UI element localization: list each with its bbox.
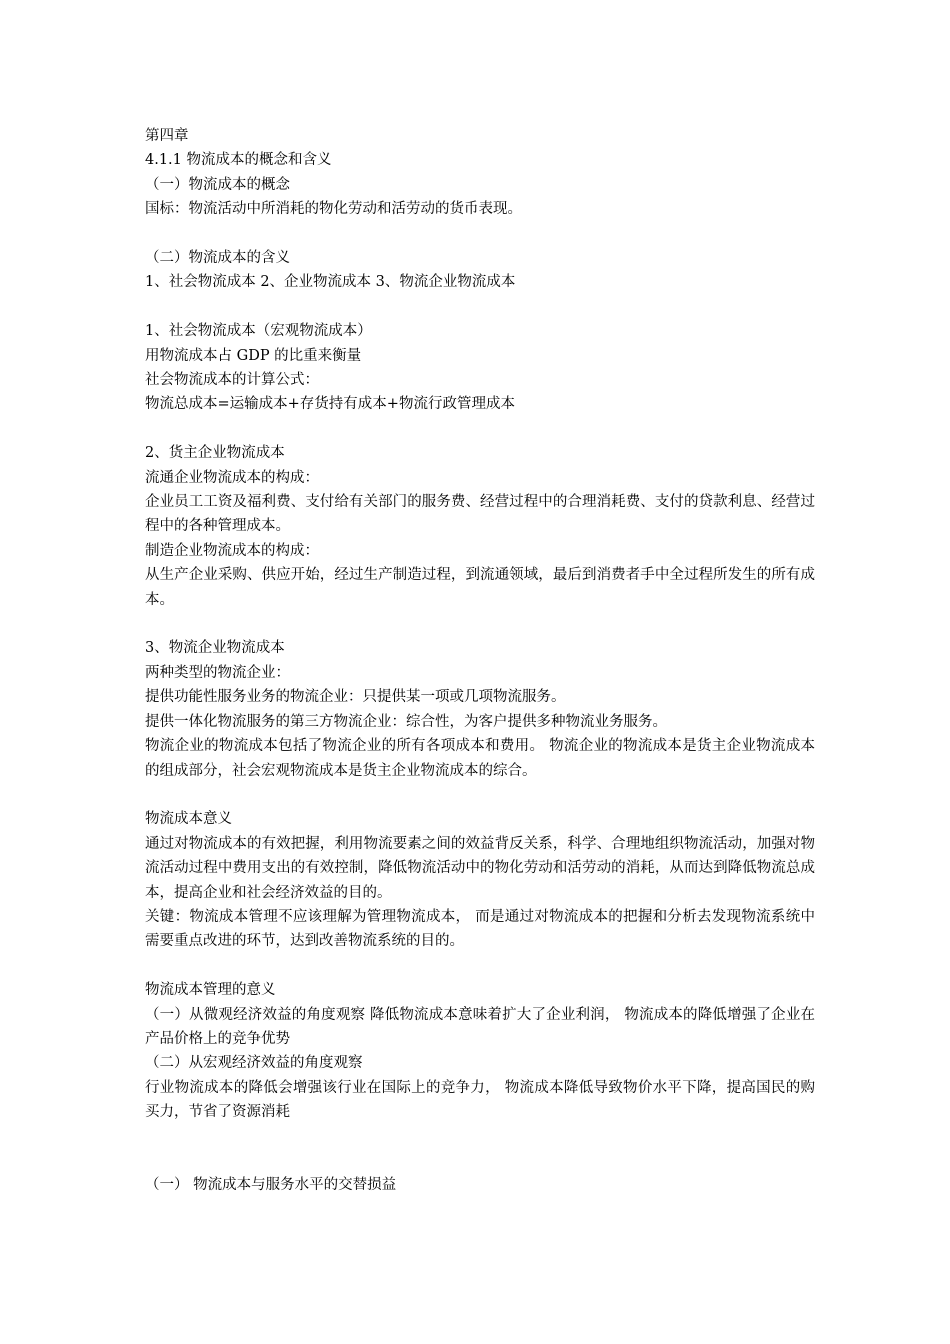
- chapter-title: 第四章: [145, 128, 189, 144]
- spacer: [145, 954, 815, 978]
- social-cost-line2: 社会物流成本的计算公式：: [145, 372, 319, 389]
- enterprise-types-heading: 两种类型的物流企业：: [145, 664, 290, 681]
- concept-heading: （一）物流成本的概念: [145, 176, 290, 193]
- spacer: [145, 1125, 815, 1174]
- document-page: [145, 124, 815, 1198]
- manufacturing-heading: 制造企业物流成本的构成：: [145, 542, 319, 559]
- social-cost-formula: 物流总成本=运输成本+存货持有成本+物流行政管理成本: [145, 396, 515, 413]
- social-cost-heading: 1、社会物流成本（宏观物流成本）: [145, 323, 372, 340]
- management-macro-heading: （二）从宏观经济效益的角度观察: [145, 1055, 363, 1072]
- management-micro: （一）从微观经济效益的角度观察 降低物流成本意味着扩大了企业利润， 物流成本的降低增强了企业在产品价格上的竞争优势: [145, 1006, 815, 1047]
- tradeoff-heading: （一） 物流成本与服务水平的交替损益: [145, 1177, 397, 1194]
- spacer: [145, 783, 815, 807]
- meaning-heading: （二）物流成本的含义: [145, 250, 290, 267]
- circulation-text: 企业员工工资及福利费、支付给有关部门的服务费、经营过程中的合理消耗费、支付的贷款利息、经营过程中的各种管理成本。: [145, 494, 815, 535]
- concept-definition: 国标：物流活动中所消耗的物化劳动和活劳动的货币表现。: [145, 201, 522, 218]
- logistics-enterprise-heading: 3、物流企业物流成本: [145, 640, 285, 657]
- owner-cost-heading: 2、货主企业物流成本: [145, 445, 285, 462]
- management-heading: 物流成本管理的意义: [145, 982, 276, 999]
- spacer: [145, 222, 815, 246]
- meaning-list: 1、社会物流成本 2、企业物流成本 3、物流企业物流成本: [145, 274, 516, 291]
- significance-text: 通过对物流成本的有效把握，利用物流要素之间的效益背反关系，科学、合理地组织物流活动，加强对物流活动过程中费用支出的有效控制，降低物流活动中的物化劳动和活劳动的消耗，从而达到降低物流总成本，提高企业和社会经济效益的目的。: [145, 835, 815, 901]
- spacer: [145, 612, 815, 636]
- spacer: [145, 417, 815, 441]
- management-macro-text: 行业物流成本的降低会增强该行业在国际上的竞争力， 物流成本降低导致物价水平下降，提高国民的购买力，节省了资源消耗: [145, 1079, 815, 1121]
- enterprise-type2: 提供一体化物流服务的第三方物流企业：综合性，为客户提供多种物流业务服务。: [145, 713, 667, 730]
- section-title: 4.1.1 物流成本的概念和含义: [145, 152, 332, 169]
- spacer: [145, 295, 815, 319]
- manufacturing-text: 从生产企业采购、供应开始，经过生产制造过程，到流通领域，最后到消费者手中全过程所发生的所有成本。: [145, 567, 815, 608]
- significance-key: 关键：物流成本管理不应该理解为管理物流成本， 而是通过对物流成本的把握和分析去发现物流系统中需要重点改进的环节，达到改善物流系统的目的。: [145, 908, 815, 950]
- circulation-heading: 流通企业物流成本的构成：: [145, 469, 319, 486]
- significance-heading: 物流成本意义: [145, 811, 232, 828]
- enterprise-summary: 物流企业的物流成本包括了物流企业的所有各项成本和费用。 物流企业的物流成本是货主企业物流成本的组成部分，社会宏观物流成本是货主企业物流成本的综合。: [145, 738, 815, 779]
- enterprise-type1: 提供功能性服务业务的物流企业：只提供某一项或几项物流服务。: [145, 689, 566, 706]
- social-cost-line1: 用物流成本占 GDP 的比重来衡量: [145, 347, 362, 364]
